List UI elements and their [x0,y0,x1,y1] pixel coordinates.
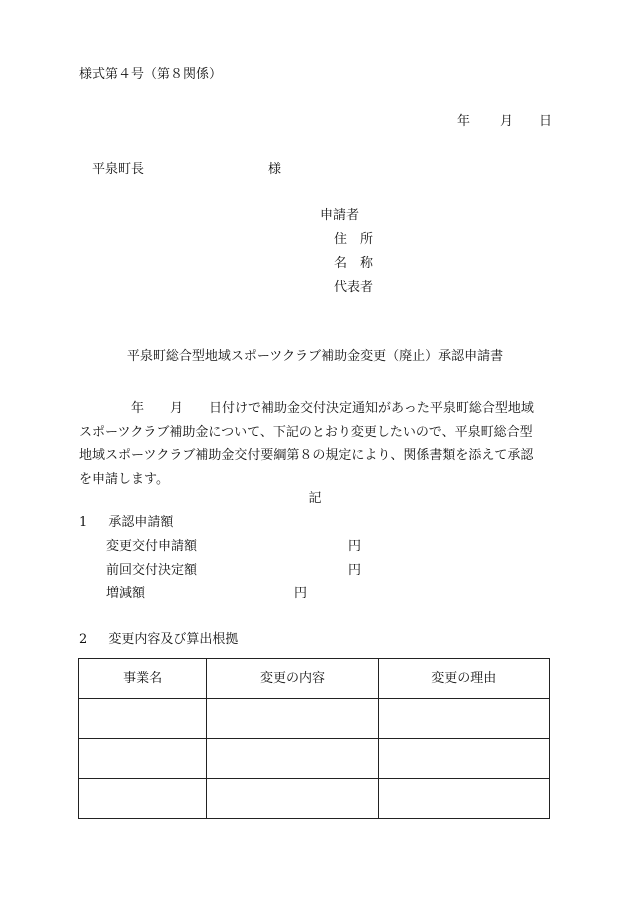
item-label-change-request: 変更交付申請額 [106,539,198,554]
form-id: 様式第４号（第８関係） [79,67,223,82]
section1-heading-row [79,516,173,529]
section1-number: 1 [79,515,88,530]
table-cell[interactable] [79,739,207,779]
date-day-label: 日 [539,114,553,129]
addressee-name: 平泉町長 [92,162,145,177]
header-project-name: 事業名 [79,659,207,699]
item-unit-change-request: 円 [348,539,362,554]
table-cell[interactable] [79,779,207,819]
date-year-label: 年 [457,114,471,129]
section1-heading: 承認申請額 [108,515,174,530]
table-cell[interactable] [378,779,549,819]
applicant-name-label: 名 称 [334,256,374,271]
addressee-honorific: 様 [268,162,282,177]
header-change-content: 変更の内容 [207,659,378,699]
item-unit-previous-decision: 円 [348,563,362,578]
table-row [79,739,550,779]
header-change-reason: 変更の理由 [378,659,549,699]
date-line [0,115,630,131]
ki-marker: 記 [308,491,322,506]
table-row [79,699,550,739]
table-cell[interactable] [79,699,207,739]
document-body [79,397,559,491]
body-line: を申請します。 [79,471,169,487]
table-header-row [79,659,550,699]
table-cell[interactable] [378,739,549,779]
table-cell[interactable] [378,699,549,739]
table-cell[interactable] [207,699,378,739]
applicant-block [320,209,440,299]
change-details-table [78,658,550,819]
body-line: 地域スポーツクラブ補助金交付要綱第８の規定により、関係書類を添えて承認 [79,448,534,463]
section2-number: 2 [79,632,88,647]
applicant-heading: 申請者 [320,208,360,223]
table-row [79,779,550,819]
section2-heading-row [79,633,238,646]
body-line: スポーツクラブ補助金について、下記のとおり変更したいので、平泉町総合型 [79,424,533,440]
date-month-label: 月 [500,114,514,129]
applicant-address-label: 住 所 [334,232,374,247]
applicant-representative-label: 代表者 [334,280,374,295]
table-cell[interactable] [207,779,378,819]
document-title: 平泉町総合型地域スポーツクラブ補助金変更（廃止）承認申請書 [126,349,504,364]
item-label-difference: 増減額 [106,586,146,601]
table-cell[interactable] [207,739,378,779]
item-label-previous-decision: 前回交付決定額 [106,563,198,578]
section2-heading: 変更内容及び算出根拠 [108,632,239,647]
body-line: 年 月 日付けで補助金交付決定通知があった平泉町総合型地域 [79,401,534,416]
item-unit-difference: 円 [294,586,308,601]
